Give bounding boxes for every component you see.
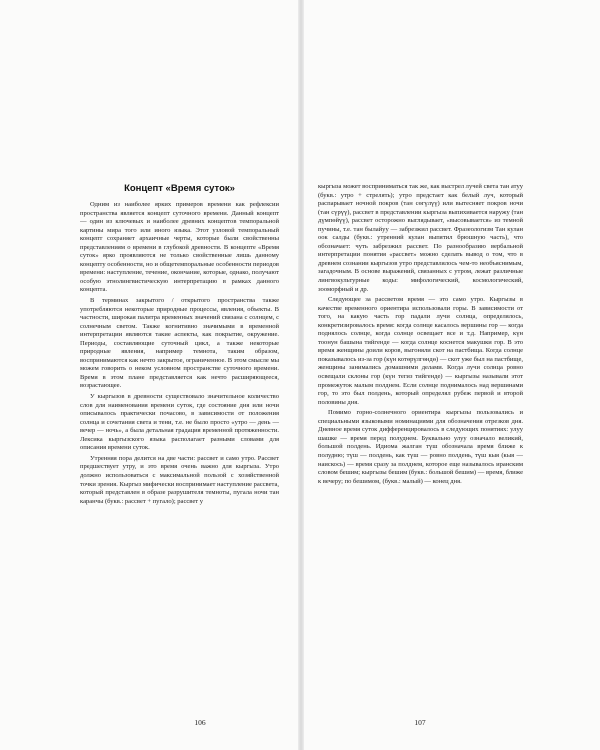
right-page	[318, 183, 523, 703]
right-page-number: 107	[414, 718, 426, 727]
section-title: Концепт «Время суток»	[124, 183, 235, 194]
left-paragraph-2: В терминах закрытого / открытого пространства также употребляются некоторые природные процессы, явления, объекты. В частности, широкая палитра временных значений связана с солнцем, с солнечным светом. Также когнитивно значимыми в временной интерпретации являются такие аспекты, как покрытие, окружение. Периоды, составляющие суточный цикл, а также некоторые природные явления, например темнота, таким образом, воспринимаются как нечто закрытое, ограниченное. В этом смысле мы можем говорить о неком условном пространстве суточного времени. Время в этом плане представляется как нечто расширяющееся, возрастающее.	[80, 297, 279, 390]
right-paragraph-2: Следующее за рассветом время — это само утро. Кыргызы в качестве временного ориентира использовали горы. В зависимости от того, на какую часть гор падали лучи солнца, определялось, конкретизировалось время: когда солнце касалось вершины гор — когда поднялось солнце, когда солнце освещает все и т.д. Например, күн тоонун башына тийгенде — когда солнце коснется макушки гор. В это время женщины доили коров, выгоняли скот на пастбища. Когда солнце показывалось из-за гор (күн котөрүлгөндө) — скот уже был на пастбище, женщины занимались домашними делами. Когда лучи солнца ровно освещали склоны гор (күн тегиз тийгенде) — кыргызы называли этот промежуток малым полднем. Если солнце поднималось над вершинами гор, то это был полдень, который определял рубеж первой и второй половины дня.	[318, 296, 523, 406]
book-gutter	[298, 0, 304, 750]
right-paragraph-3: Помимо горно-солнечного ориентира кыргызы пользовались и специальными языковыми номинациями для обозначения отрезков дня. Дневное время суток дифференцировалось в следующих понятиях: улуу шашке — время перед полуднем. Буквально улуу означало великий, большой полдень. Идиома жалган түш обозначала время ближе к полудню; түш — полдень, как түш — ровно полдень, түш кыя (кыя — наискось) — время сразу за полднем, которое еще называлось иранским словом бешим; кыргызы бешим (букв.: большой бешим) — время, ближе к вечеру; по бешимом, (букв.: малый) — конец дня.	[318, 409, 523, 485]
right-paragraph-1: кыргыза может восприниматься так же, как выстрел лучей света тан атуу (букв.: утро + стрелять); утро предстает как белый луч, который распарывает ночной покров (тан сөгүлүү) или вытесняет покров ночи (тан сүрүү), рассвет в представлении кыргыза выпихивается наружу (тан дүмпөйүү), рассвет осторожно выглядывает, «высовывается» из темной пучины, т.е. тан былайуу — забрезжил рассвет. Фразеологизм Тан кулан оок салды (букв.: утренний кулан выпятил брюшную часть), что обозначает: чуть забрезжил рассвет. По разнообразию вербальной интерпретации понятия «рассвет» можно сделать вывод о том, что в древнем сознании кыргызов утро представлялось чем-то необъяснимым, загадочным. В основе выражений, связанных с утром, лежат различные лингвокультурные коды: мифологический, космологический, зооморфный и др.	[318, 183, 523, 293]
left-paragraph-3: У кыргызов в древности существовало значительное количество слов для наименования времени суток, где состояние дня или ночи описывалось практически почасово, в зависимости от положения солнца и сочетания света и тени, т.е. не было просто «утро — день — вечер — ночь», а была детальная градация временной протяженности. Лексика кыргызского языка располагает разными словами для описания времени суток.	[80, 393, 279, 452]
left-paragraph-4: Утренняя пора делится на две части: рассвет и само утро. Рассвет предшествует утру, и это время очень важно для кыргыза. Утро должно использоваться с максимальной пользой с хозяйственной точки зрения. Кыргыз мифически воспринимает наступление рассвета, который представлен в образе разрушителя темноты, пугала ночи тан каранчы (букв.: рассвет + пугало); рассвет у	[80, 454, 279, 505]
left-page	[80, 183, 279, 703]
left-paragraph-1: Одним из наиболее ярких примеров времени как рефлексии пространства является концепт суточного времени. Данный концепт — один из ключевых и наиболее древних концептов темпоральной картины мира того или иного языка. Этот узловой темпоральный концепт сохраняет архаичные черты, которые были свойственны представлениям о времени в глубокой древности. В концепте «Время суток» ярко проявляются не только свойственные лишь данному концепту особенности, но и общетемпоральные особенности периодов времени: наступление, течение, окончание, которые, однако, получают особую этнолингвистическую интерпретацию в рамках данного концепта.	[80, 201, 279, 294]
left-page-number: 106	[194, 718, 206, 727]
